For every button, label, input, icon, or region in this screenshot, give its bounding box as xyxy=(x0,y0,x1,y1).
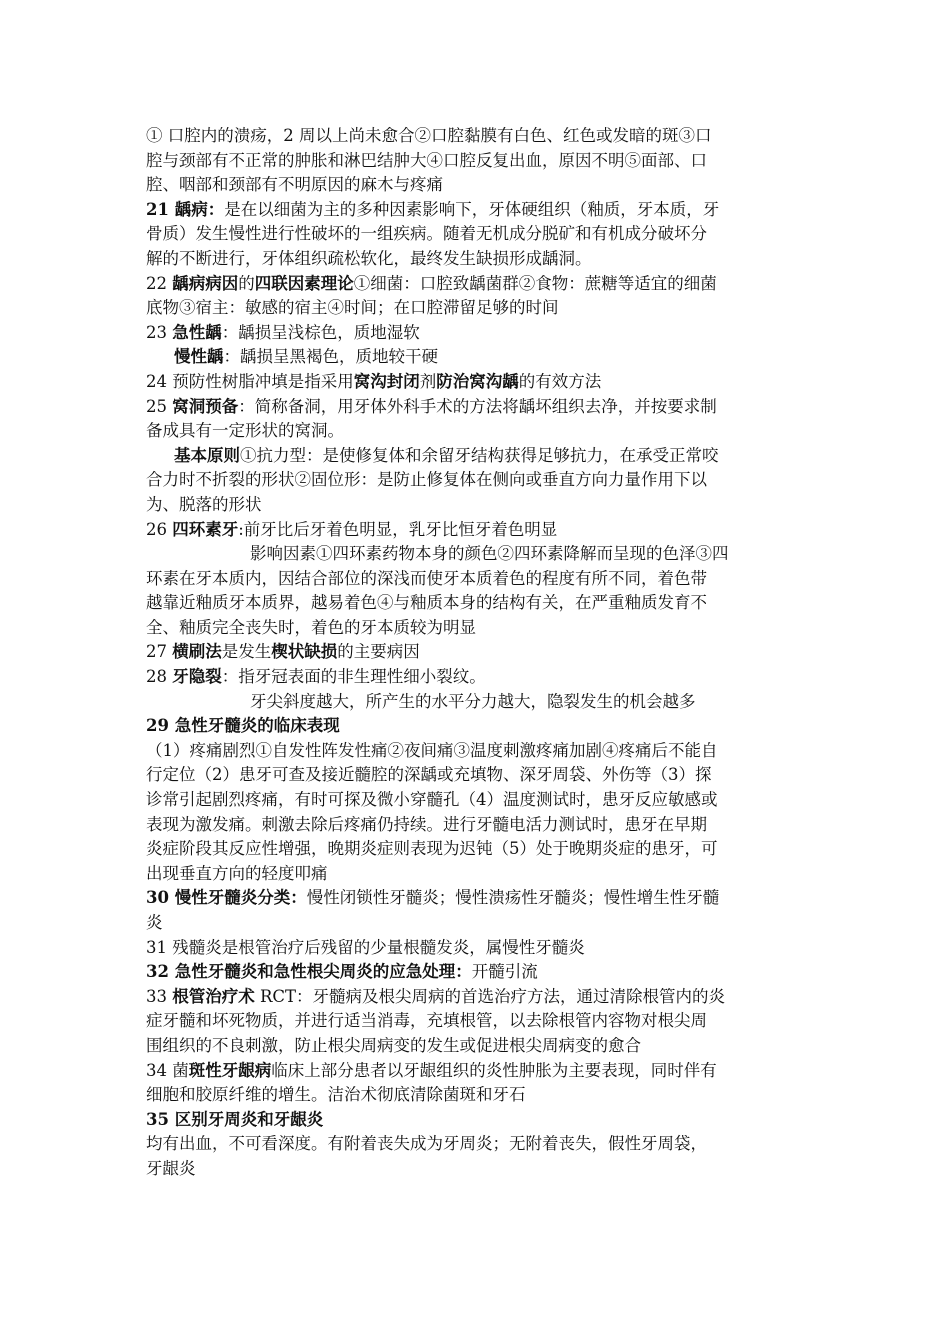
text-line xyxy=(146,837,818,862)
text-line xyxy=(146,714,818,739)
text-run: :前牙比后牙着色明显，乳牙比恒牙着色明显 xyxy=(238,519,558,539)
bold-term: 基本原则 xyxy=(174,445,240,465)
text-line xyxy=(146,493,818,518)
text-line xyxy=(146,591,818,616)
text-run: 开髓引流 xyxy=(471,962,538,982)
text-run: 诊常引起剧烈疼痛，有时可探及微小穿髓孔（4）温度测试时，患牙反应敏感或 xyxy=(146,790,718,810)
text-run: 23 xyxy=(146,322,173,342)
text-run: 备成具有一定形状的窝洞。 xyxy=(146,421,344,441)
text-run: 底物③宿主：敏感的宿主④时间；在口腔滞留足够的时间 xyxy=(146,298,559,318)
text-line xyxy=(146,985,818,1010)
text-line xyxy=(146,1009,818,1034)
text-line xyxy=(146,247,818,272)
text-line xyxy=(146,124,818,149)
text-run: 炎症阶段其反应性增强，晚期炎症则表现为迟钝（5）处于晚期炎症的患牙，可 xyxy=(146,839,718,859)
text-line xyxy=(146,542,818,567)
document-body xyxy=(146,124,818,1182)
text-run: 为、脱落的形状 xyxy=(146,494,262,514)
text-run: ① 口腔内的溃疡，2 周以上尚未愈合②口腔黏膜有白色、红色或发暗的斑③口 xyxy=(146,126,712,145)
text-run: 环素在牙本质内，因结合部位的深浅而使牙本质着色的程度有所不同，着色带 xyxy=(146,568,707,588)
text-line xyxy=(146,419,818,444)
bold-term: 龋病病因 xyxy=(172,273,239,293)
text-line xyxy=(146,739,818,764)
text-run: 慢性闭锁性牙髓炎；慢性溃疡性牙髓炎；慢性增生性牙髓 xyxy=(306,888,720,908)
bold-term: 21 龋病： xyxy=(146,199,225,219)
text-run: 26 xyxy=(146,519,173,539)
text-run: 牙龈炎 xyxy=(146,1158,196,1178)
text-run: 剂 xyxy=(419,371,437,391)
text-line xyxy=(146,173,818,198)
text-line xyxy=(146,321,818,346)
bold-term: 斑性牙龈病 xyxy=(188,1060,272,1080)
text-run: ①细菌：口腔致龋菌群②食物：蔗糖等适宜的细菌 xyxy=(353,273,717,293)
text-line xyxy=(146,911,818,936)
text-run: 22 xyxy=(146,273,173,293)
text-run: 是发生 xyxy=(221,642,272,662)
text-run: 的有效方法 xyxy=(518,371,602,391)
text-run: 25 xyxy=(146,396,173,416)
text-run: 越靠近釉质牙本质界，越易着色④与釉质本身的结构有关，在严重釉质发育不 xyxy=(146,593,707,613)
bold-term: 横刷法 xyxy=(172,642,222,662)
bold-term: 窝沟封闭 xyxy=(353,371,420,391)
bold-term: 急性龋 xyxy=(172,322,222,342)
text-line xyxy=(146,198,818,223)
text-run: 细胞和胶原纤维的增生。洁治术彻底清除菌斑和牙石 xyxy=(146,1085,526,1105)
text-run: 27 xyxy=(146,642,173,662)
text-run: （1）疼痛剧烈①自发性阵发性痛②夜间痛③温度刺激疼痛加剧④疼痛后不能自 xyxy=(146,740,718,760)
bold-term: 35 区别牙周炎和牙龈炎 xyxy=(146,1109,324,1129)
bold-term: 防治窝沟龋 xyxy=(436,371,519,391)
text-line xyxy=(146,370,818,395)
text-run: 炎 xyxy=(146,913,163,932)
text-line xyxy=(146,690,818,715)
bold-term: 楔状缺损 xyxy=(271,642,338,662)
text-line xyxy=(146,640,818,665)
bold-term: 根管治疗术 xyxy=(172,986,255,1006)
text-line xyxy=(146,1132,818,1157)
text-run: 均有出血，不可看深度。有附着丧失成为牙周炎；无附着丧失，假性牙周袋， xyxy=(146,1134,707,1154)
text-run: RCT：牙髓病及根尖周病的首选治疗方法，通过清除根管内的炎 xyxy=(254,986,726,1006)
text-run: 牙尖斜度越大，所产生的水平分力越大，隐裂发生的机会越多 xyxy=(250,691,696,711)
text-run: 症牙髓和坏死物质，并进行适当消毒，充填根管，以去除根管内容物对根尖周 xyxy=(146,1011,707,1031)
text-run: 出现垂直方向的轻度叩痛 xyxy=(146,863,328,883)
text-line xyxy=(146,763,818,788)
text-line xyxy=(146,788,818,813)
text-line xyxy=(146,149,818,174)
text-run: 全、釉质完全丧失时，着色的牙本质较为明显 xyxy=(146,617,476,637)
text-run: 骨质）发生慢性进行性破坏的一组疾病。随着无机成分脱矿和有机成分破坏分 xyxy=(146,224,707,244)
text-line xyxy=(146,886,818,911)
bold-term: 四联因素理论 xyxy=(254,273,354,293)
text-line xyxy=(146,444,818,469)
text-run: 表现为激发痛。刺激去除后疼痛仍持续。进行牙髓电活力测试时，患牙在早期 xyxy=(146,814,707,834)
text-run: 的 xyxy=(238,273,255,293)
text-run: 影响因素①四环素药物本身的颜色②四环素降解而呈现的色泽③四 xyxy=(250,544,729,564)
text-line xyxy=(146,960,818,985)
text-line xyxy=(146,1083,818,1108)
text-line xyxy=(146,518,818,543)
text-run: ①抗力型：是使修复体和余留牙结构获得足够抗力，在承受正常咬 xyxy=(240,445,719,465)
text-run: 是在以细菌为主的多种因素影响下，牙体硬组织（釉质，牙本质，牙 xyxy=(224,199,720,219)
text-line xyxy=(146,395,818,420)
text-run: 33 xyxy=(146,986,173,1006)
text-line xyxy=(146,1108,818,1133)
text-run: 解的不断进行，牙体组织疏松软化，最终发生缺损形成龋洞。 xyxy=(146,248,592,268)
text-run: 行定位（2）患牙可查及接近髓腔的深龋或充填物、深牙周袋、外伤等（3）探 xyxy=(146,765,712,785)
bold-term: 四环素牙 xyxy=(172,519,239,539)
text-run: ：简称备洞，用牙体外科手术的方法将龋坏组织去净，并按要求制 xyxy=(238,396,717,416)
text-line xyxy=(146,296,818,321)
bold-term: 30 慢性牙髓炎分类： xyxy=(146,888,307,908)
text-run: 34 菌 xyxy=(146,1060,189,1080)
text-line xyxy=(146,272,818,297)
text-run: ：龋损呈黑褐色，质地较干硬 xyxy=(223,347,438,367)
text-run: 的主要病因 xyxy=(337,642,420,662)
text-run: 腔与颈部有不正常的肿胀和淋巴结肿大④口腔反复出血，原因不明⑤面部、口 xyxy=(146,150,707,170)
text-line xyxy=(146,813,818,838)
text-run: 24 预防性树脂冲填是指采用 xyxy=(146,371,354,391)
text-line xyxy=(146,468,818,493)
text-line xyxy=(146,862,818,887)
text-run: 合力时不折裂的形状②固位形：是防止修复体在侧向或垂直方向力量作用下以 xyxy=(146,470,707,490)
text-line xyxy=(146,1059,818,1084)
text-line xyxy=(146,567,818,592)
bold-term: 32 急性牙髓炎和急性根尖周炎的应急处理： xyxy=(146,962,472,982)
text-run: 31 残髓炎是根管治疗后残留的少量根髓发炎，属慢性牙髓炎 xyxy=(146,937,585,957)
text-run: 28 xyxy=(146,667,173,687)
bold-term: 29 急性牙髓炎的临床表现 xyxy=(146,716,340,736)
bold-term: 牙隐裂 xyxy=(172,667,222,687)
text-run: 临床上部分患者以牙龈组织的炎性肿胀为主要表现，同时伴有 xyxy=(271,1060,717,1080)
text-line xyxy=(146,1157,818,1182)
text-line xyxy=(146,1034,818,1059)
text-line xyxy=(146,345,818,370)
bold-term: 窝洞预备 xyxy=(172,396,239,416)
text-line xyxy=(146,936,818,961)
text-run: ：龋损呈浅棕色，质地湿软 xyxy=(221,322,420,342)
text-line xyxy=(146,222,818,247)
text-run: 围组织的不良刺激，防止根尖周病变的发生或促进根尖周病变的愈合 xyxy=(146,1035,641,1055)
text-line xyxy=(146,665,818,690)
text-line xyxy=(146,616,818,641)
bold-term: 慢性龋 xyxy=(174,347,224,367)
text-run: 腔、咽部和颈部有不明原因的麻木与疼痛 xyxy=(146,175,443,195)
text-run: ：指牙冠表面的非生理性细小裂纹。 xyxy=(221,667,486,687)
